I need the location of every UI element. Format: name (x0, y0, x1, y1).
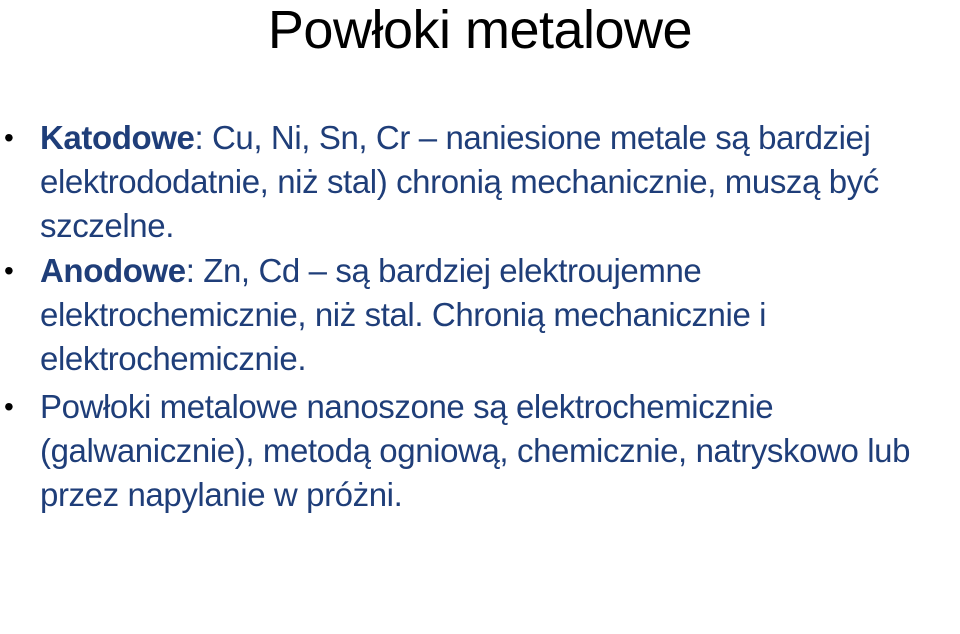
bullet-keyword: Katodowe (40, 119, 195, 156)
bullet-item-katodowe (0, 116, 960, 248)
bullet-text: Powłoki metalowe nanoszone są elektrochemicznie (galwanicznie), metodą ogniową, chemicznie, natryskowo lub przez napylanie w próżni. (40, 388, 911, 513)
bullet-item-powloki (0, 385, 960, 517)
bullet-item-anodowe (0, 249, 960, 381)
slide-title: Powłoki metalowe (267, 0, 693, 60)
bullet-dot-icon: • (4, 255, 14, 286)
bullet-dot-icon: • (4, 391, 14, 422)
bullet-list (0, 116, 960, 518)
bullet-keyword: Anodowe (40, 252, 186, 289)
bullet-text: : Zn, Cd – są bardziej elektroujemne elektrochemicznie, niż stal. Chronią mechanicznie i elektrochemicznie. (40, 252, 767, 377)
bullet-dot-icon: • (4, 122, 14, 153)
bullet-text: : Cu, Ni, Sn, Cr – naniesione metale są bardziej elektrododatnie, niż stal) chronią mechanicznie, muszą być szczelne. (40, 119, 879, 244)
